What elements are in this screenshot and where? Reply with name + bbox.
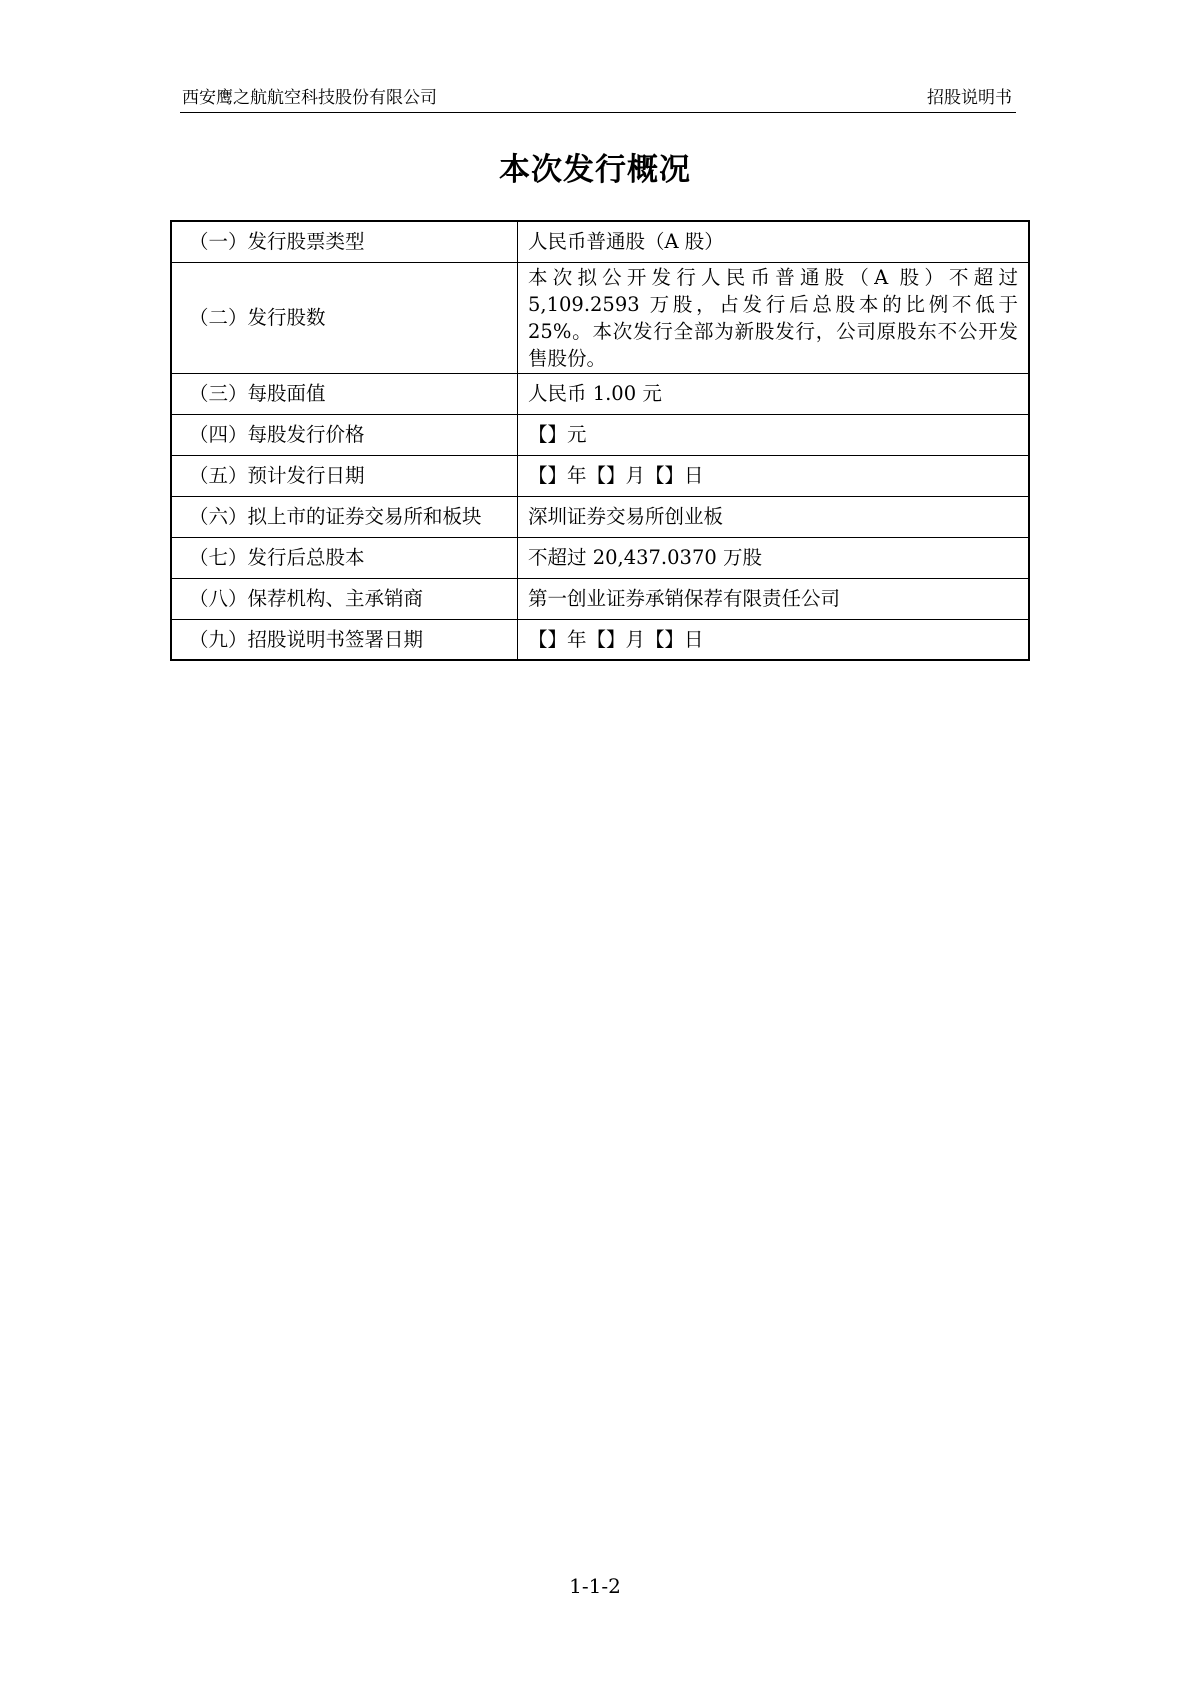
row-value: 第一创业证券承销保荐有限责任公司 (518, 578, 1030, 619)
page-number: 1-1-2 (569, 1574, 621, 1598)
row-value: 不超过 20,437.0370 万股 (518, 537, 1030, 578)
offering-summary-table (170, 220, 1030, 661)
row-label: （五）预计发行日期 (171, 455, 518, 496)
row-value: 本次拟公开发行人民币普通股（A 股）不超过 5,109.2593 万股，占发行后总股本的比例不低于 25%。本次发行全部为新股发行，公司原股东不公开发售股份。 (518, 262, 1030, 373)
table-row (171, 537, 1029, 578)
row-label: （二）发行股数 (171, 262, 518, 373)
header-company-name: 西安鹰之航航空科技股份有限公司 (182, 88, 437, 108)
table-row (171, 373, 1029, 414)
row-label: （四）每股发行价格 (171, 414, 518, 455)
row-label: （一）发行股票类型 (171, 221, 518, 262)
table-row (171, 262, 1029, 373)
page-header (180, 84, 1016, 113)
row-value: 人民币普通股（A 股） (518, 221, 1030, 262)
header-document-type: 招股说明书 (927, 88, 1012, 108)
row-label: （六）拟上市的证券交易所和板块 (171, 496, 518, 537)
row-label: （八）保荐机构、主承销商 (171, 578, 518, 619)
table-row (171, 578, 1029, 619)
table-row (171, 496, 1029, 537)
row-value: 【】年【】月【】日 (518, 619, 1030, 660)
table-row (171, 455, 1029, 496)
table-row (171, 619, 1029, 660)
row-label: （七）发行后总股本 (171, 537, 518, 578)
row-label: （九）招股说明书签署日期 (171, 619, 518, 660)
row-value: 人民币 1.00 元 (518, 373, 1030, 414)
row-value: 【】元 (518, 414, 1030, 455)
page-title: 本次发行概况 (499, 152, 691, 188)
row-value: 【】年【】月【】日 (518, 455, 1030, 496)
row-value: 深圳证券交易所创业板 (518, 496, 1030, 537)
table-row (171, 221, 1029, 262)
row-label: （三）每股面值 (171, 373, 518, 414)
table-row (171, 414, 1029, 455)
